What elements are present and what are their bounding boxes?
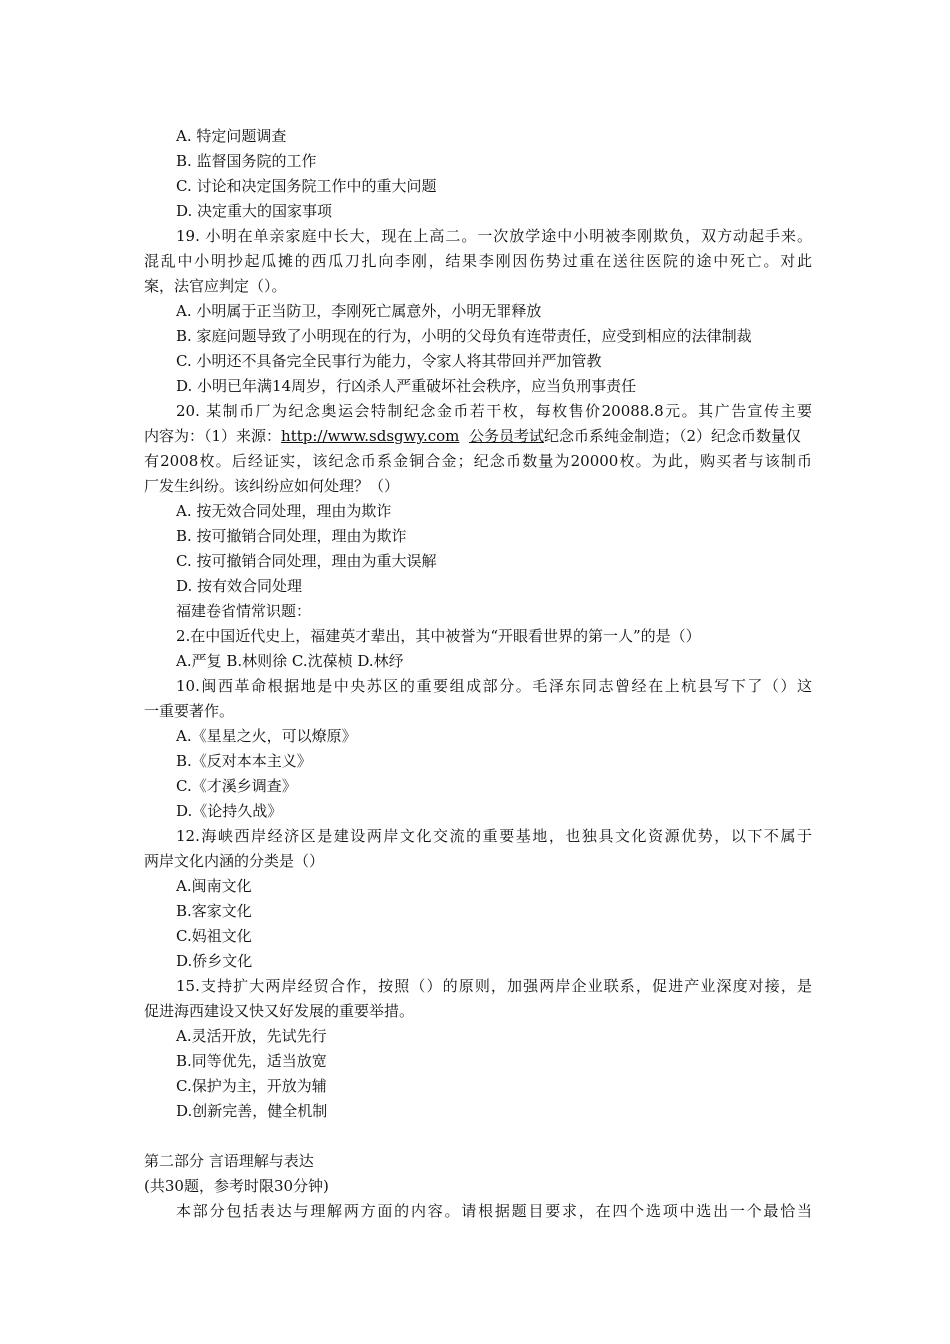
document-body (144, 124, 812, 1224)
q19-stem-line-3: 案，法官应判定（）。 (144, 277, 287, 295)
q19-stem-line-1: 19. 小明在单亲家庭中长大，现在上高二。一次放学途中小明被李刚欺负，双方动起手来。 (176, 227, 812, 245)
q20-stem-line-4: 厂发生纠纷。该纠纷应如何处理？（） (144, 477, 400, 495)
fujian-heading: 福建卷省情常识题： (176, 602, 312, 620)
fujian-q15-option-c: C.保护为主，开放为辅 (176, 1077, 327, 1095)
q20-option-c: C. 按可撤销合同处理，理由为重大误解 (176, 552, 437, 570)
q20-option-b: B. 按可撤销合同处理，理由为欺诈 (176, 527, 407, 545)
fujian-q12-option-b: B.客家文化 (176, 902, 252, 920)
q19-option-a: A. 小明属于正当防卫，李刚死亡属意外，小明无罪释放 (176, 302, 542, 320)
q20-option-a: A. 按无效合同处理，理由为欺诈 (176, 502, 392, 520)
q20-stem-line-3: 有2008枚。后经证实，该纪念币系金铜合金；纪念币数量为20000枚。为此，购买者与该制币 (144, 452, 812, 470)
fujian-q12-stem-line-1: 12.海峡西岸经济区是建设两岸文化交流的重要基地，也独具文化资源优势，以下不属于 (176, 827, 812, 845)
part2-intro: 本部分包括表达与理解两方面的内容。请根据题目要求，在四个选项中选出一个最恰当 (176, 1202, 812, 1220)
q20-option-d: D. 按有效合同处理 (176, 577, 303, 595)
civil-exam-link[interactable]: 公务员考试 (468, 427, 544, 445)
q19-option-d: D. 小明已年满14周岁，行凶杀人严重破坏社会秩序，应当负刑事责任 (176, 377, 637, 395)
q19-option-b: B. 家庭问题导致了小明现在的行为，小明的父母负有连带责任，应受到相应的法律制裁 (176, 327, 752, 345)
q20-source-prefix: 内容为：（1）来源： (144, 427, 282, 445)
q20-stem-line-1: 20. 某制币厂为纪念奥运会特制纪念金币若干枚，每枚售价20088.8元。其广告宣传主要 (176, 402, 812, 420)
fujian-q12-option-a: A.闽南文化 (176, 877, 252, 895)
fujian-q10-option-c: C.《才溪乡调查》 (176, 777, 297, 795)
q18-option-b: B. 监督国务院的工作 (176, 152, 317, 170)
section-spacer (144, 1124, 812, 1149)
q18-option-a: A. 特定问题调查 (176, 127, 287, 145)
fujian-q10-stem-line-1: 10.闽西革命根据地是中央苏区的重要组成部分。毛泽东同志曾经在上杭县写下了（）这 (176, 677, 812, 695)
fujian-q15-option-a: A.灵活开放，先试先行 (176, 1027, 327, 1045)
q18-option-c: C. 讨论和决定国务院工作中的重大问题 (176, 177, 437, 195)
fujian-q15-option-d: D.创新完善，健全机制 (176, 1102, 328, 1120)
part2-subtitle: (共30题，参考时限30分钟) (144, 1177, 329, 1195)
fujian-q10-stem-line-2: 一重要著作。 (144, 702, 235, 720)
fujian-q10-option-a: A.《星星之火，可以燎原》 (176, 727, 357, 745)
fujian-q2-stem: 2.在中国近代史上，福建英才辈出，其中被誉为“开眼看世界的第一人”的是（） (176, 627, 701, 645)
fujian-q15-stem-line-2: 促进海西建设又快又好发展的重要举措。 (144, 1002, 415, 1020)
q20-source-suffix: 纪念币系纯金制造；（2）纪念币数量仅 (543, 427, 801, 445)
fujian-q12-option-c: C.妈祖文化 (176, 927, 252, 945)
fujian-q10-option-d: D.《论持久战》 (176, 802, 283, 820)
fujian-q15-stem-line-1: 15.支持扩大两岸经贸合作，按照（）的原则，加强两岸企业联系，促进产业深度对接，是 (176, 977, 812, 995)
fujian-q12-option-d: D.侨乡文化 (176, 952, 253, 970)
source-url-link[interactable]: http://www.sdsgwy.com (281, 427, 460, 445)
fujian-q2-options: A.严复 B.林则徐 C.沈葆桢 D.林纾 (176, 652, 404, 670)
q20-stem-line-2 (144, 424, 812, 449)
fujian-q15-option-b: B.同等优先，适当放宽 (176, 1052, 327, 1070)
part2-title: 第二部分 言语理解与表达 (144, 1152, 314, 1170)
q19-option-c: C. 小明还不具备完全民事行为能力，令家人将其带回并严加管教 (176, 352, 602, 370)
fujian-q12-stem-line-2: 两岸文化内涵的分类是（） (144, 852, 325, 870)
fujian-q10-option-b: B.《反对本本主义》 (176, 752, 312, 770)
q18-option-d: D. 决定重大的国家事项 (176, 202, 333, 220)
q19-stem-line-2: 混乱中小明抄起瓜摊的西瓜刀扎向李刚，结果李刚因伤势过重在送往医院的途中死亡。对此 (144, 252, 812, 270)
